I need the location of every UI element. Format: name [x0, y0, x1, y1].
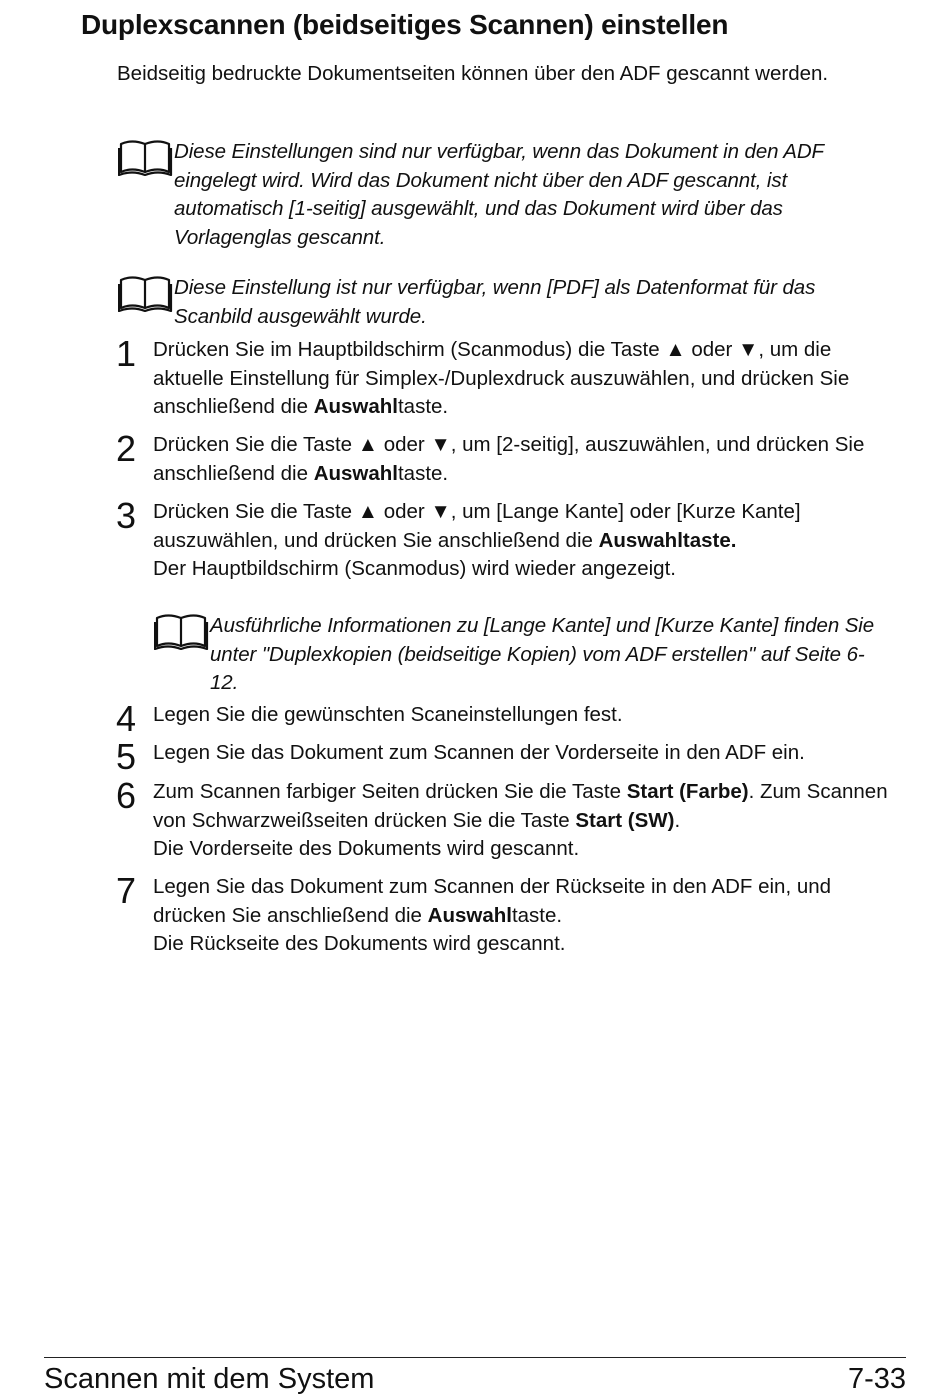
step-text: Drücken Sie im Hauptbildschirm (Scanmodus) die Taste ▲ oder ▼, um die aktuelle Einstellung für Simplex-/Duplexdruck auszuwählen, und drücken Sie anschließend die Auswahltaste. — [153, 338, 850, 418]
page-title: Duplexscannen (beidseitiges Scannen) einstellen — [81, 9, 729, 40]
step-text: Legen Sie das Dokument zum Scannen der Rückseite in den ADF ein, und drücken Sie anschließend die Auswahltaste. Die Rückseite des Dokuments wird gescannt. — [153, 875, 832, 955]
key-name: Auswahl — [313, 395, 398, 418]
step-number: 3 — [116, 495, 137, 536]
step-text: Drücken Sie die Taste ▲ oder ▼, um [2-seitig], auszuwählen, und drücken Sie anschließend die Auswahltaste. — [153, 433, 865, 485]
step-number: 4 — [116, 698, 137, 739]
step-text: Drücken Sie die Taste ▲ oder ▼, um [Lange Kante] oder [Kurze Kante] auszuwählen, und drücken Sie anschließend die Auswahltaste. Der Hauptbildschirm (Scanmodus) wird wieder angezeigt. — [153, 500, 801, 580]
step-7 — [116, 870, 903, 959]
step-text: Legen Sie das Dokument zum Scannen der Vorderseite in den ADF ein. — [153, 741, 805, 764]
step-number: 2 — [116, 428, 137, 469]
step-text: Zum Scannen farbiger Seiten drücken Sie die Taste Start (Farbe). Zum Scannen von Schwarzweißseiten drücken Sie die Taste Start (SW). Die Vorderseite des Dokuments wird gescannt. — [153, 780, 888, 860]
key-name: Start (SW) — [575, 808, 675, 832]
step-6 — [116, 775, 903, 864]
step-number: 1 — [116, 333, 137, 374]
book-icon — [118, 140, 174, 176]
footer-section-title: Scannen mit dem System — [44, 1363, 375, 1395]
footer-divider — [44, 1357, 906, 1358]
key-name: Auswahl — [427, 903, 512, 927]
step-number: 6 — [116, 775, 137, 816]
note-1-text: Diese Einstellungen sind nur verfügbar, wenn das Dokument in den ADF eingelegt wird. Wird das Dokument nicht über den ADF gescannt, ist automatisch [1-seitig] ausgewählt, und das Dokument wird über das Vorlagenglas gescannt. — [174, 140, 824, 249]
key-name: Auswahl — [313, 461, 398, 485]
footer-page-number: 7-33 — [847, 1363, 906, 1395]
key-name: Start (Farbe) — [626, 780, 749, 803]
step-4 — [116, 698, 903, 739]
intro-paragraph: Beidseitig bedruckte Dokumentseiten können über den ADF gescannt werden. — [117, 62, 829, 85]
step-2 — [116, 428, 903, 488]
note-3-text: Ausführliche Informationen zu [Lange Kante] und [Kurze Kante] finden Sie unter "Duplexkopien (beidseitige Kopien) vom ADF erstellen" auf Seite 6-12. — [210, 614, 875, 694]
book-icon — [154, 614, 210, 650]
step-3 — [116, 495, 903, 584]
note-2-text: Diese Einstellung ist nur verfügbar, wenn [PDF] als Datenformat für das Scanbild ausgewählt wurde. — [174, 276, 816, 328]
note-3 — [154, 612, 880, 698]
book-icon — [118, 276, 174, 312]
step-number: 7 — [116, 870, 137, 911]
key-name: Auswahltaste. — [598, 528, 737, 552]
step-number: 5 — [116, 736, 137, 777]
step-text: Legen Sie die gewünschten Scaneinstellungen fest. — [153, 703, 623, 726]
note-2 — [118, 274, 879, 331]
step-5 — [116, 736, 903, 777]
step-1 — [116, 333, 903, 422]
note-1 — [118, 138, 879, 252]
